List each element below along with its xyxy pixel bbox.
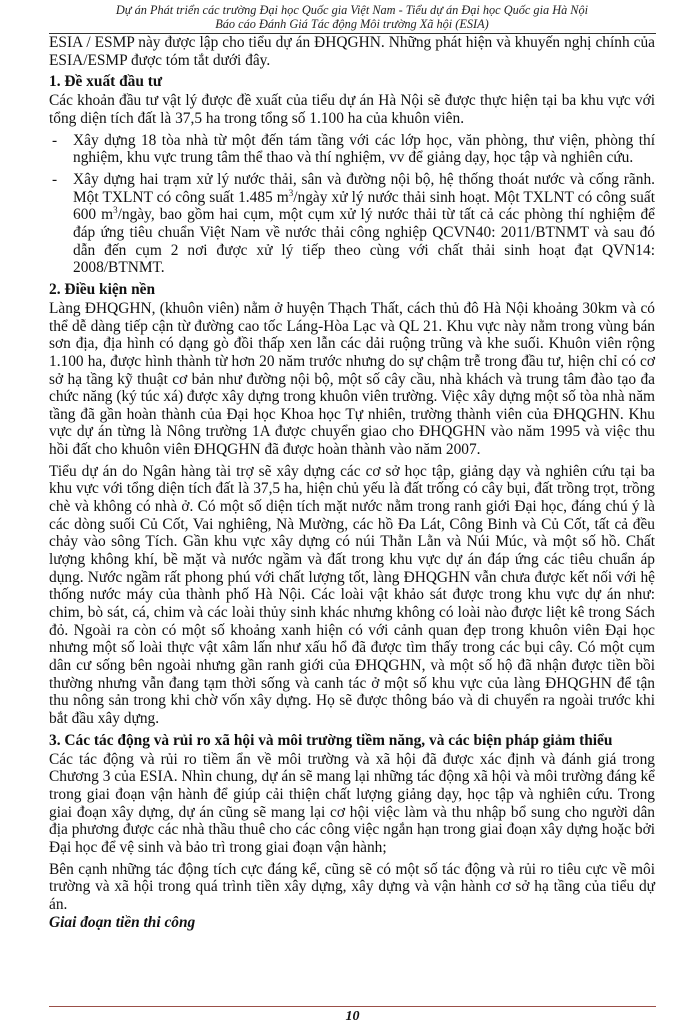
section-3-heading: 3. Các tác động và rủi ro xã hội và môi trường tiềm năng, và các biện pháp giảm thiểu xyxy=(49,731,613,749)
header-report-title: Báo cáo Đánh Giá Tác động Môi trường Xã hội (ESIA) xyxy=(215,16,489,31)
superscript: 3 xyxy=(113,205,118,216)
list-item xyxy=(49,171,655,277)
bullet-dash-icon: - xyxy=(52,131,58,149)
list-item-text-part1: Xây dựng hai trạm xử lý nước thải, sân và đường nội bộ, hệ thống thoát nước và cống rãnh. Một TXLNT có công suất 1.485 m xyxy=(73,170,655,206)
section-3-paragraph-2: Bên cạnh những tác động tích cực đáng kể, cũng sẽ có một số tác động và rủi ro tiêu cực về môi trường và xã hội trong quá trình tiền xây dựng, xây dựng và vận hành cơ sở hạ tầng của tiểu dự án. xyxy=(49,860,655,913)
section-2-paragraph-1: Làng ĐHQGHN, (khuôn viên) nằm ở huyện Thạch Thất, cách thủ đô Hà Nội khoảng 30km và có thể dễ dàng tiếp cận từ đường cao tốc Láng-Hòa Lạc và QL 21. Khu vực này nằm trong vùng bán sơn địa, địa hình có dạng gò đồi thấp xen lẫn các dải ruộng trũng và khe suối. Khuôn viên rộng 1.100 ha, được hình thành từ hơn 20 năm trước nhưng do sự chậm trễ trong đầu tư, hiện chỉ có cơ sở hạ tầng kỹ thuật cơ bản như đường nội bộ, một số cây cầu, nhà khách và trung tâm đào tạo đa chức năng (ký túc xá) được xây dựng trong khuôn viên trường. Việc xây dựng một số tòa nhà năm tầng đã gần hoàn thành của Đại học Khoa học Tự nhiên, trường thành viên của ĐHQGHN. Khu vực dự án từng là Nông trường 1A được chuyển giao cho ĐHQGHN vào năm 1995 và việc thu hồi đất cho khuôn viên ĐHQGHN đã được hoàn thành vào năm 2007. xyxy=(49,299,655,459)
page-number: 10 xyxy=(345,1009,360,1024)
list-item-text: Xây dựng 18 tòa nhà từ một đến tám tầng với các lớp học, văn phòng, thư viện, phòng thí nghiệm, khu vực trung tâm thể thao và thí nghiệm, vv để giảng dạy, học tập và nghiên cứu. xyxy=(73,131,655,167)
section-2-paragraph-2: Tiểu dự án do Ngân hàng tài trợ sẽ xây dựng các cơ sở học tập, giảng dạy và nghiên cứu tại ba khu vực với tổng diện tích đất là 37,5 ha, hiện chủ yếu là đất trống có cây bụi, đất trồng trọt, trồng chè và không có nhà ở. Có một số diện tích mặt nước nằm trong ranh giới Đại học, đáng chú ý là các dòng suối Củ Cốt, Vai nghiêng, Nà Mường, các hồ Đa Lát, Công Binh và Củ Cốt, tất cả đều chảy vào sông Tích. Gần khu vực xây dựng có núi Thằn Lằn và Núi Múc, và một số hồ. Chất lượng không khí, bề mặt và nước ngầm và đất trong khu vực dự án đáp ứng các tiêu chuẩn áp dụng. Nước ngầm rất phong phú với chất lượng tốt, làng ĐHQGHN vẫn chưa được kết nối với hệ thống nước máy của thành phố Hà Nội. Các loài vật khảo sát được trong khu vực dự án như: chim, bò sát, cá, chim và các loài thủy sinh khác nhưng không có loài nào được liệt kê trong Sách đỏ. Ngoài ra còn có một số khoảng xanh hiện có với cảnh quan đẹp trong khuôn viên Đại học nhưng một số loài thực vật xâm lấn như xấu hổ đã được tìm thấy trong các bụi cây. Có một cụm dân cư sống bên ngoài nhưng gần ranh giới của ĐHQGHN, và một số hộ đã nhận được tiền bồi thường nhưng vẫn đang tạm thời sống và canh tác ở một số khu vực của làng ĐHQGHN để tận thu nông sản trong khi chờ vốn xây dựng. Họ sẽ được thông báo và di chuyển ra ngoài trước khi bắt đầu xây dựng. xyxy=(49,462,655,727)
superscript: 3 xyxy=(288,187,294,198)
footer-divider xyxy=(49,1006,656,1007)
section-1-paragraph: Các khoản đầu tư vật lý được đề xuất của tiểu dự án Hà Nội sẽ được thực hiện tại ba khu vực với tổng diện tích đất là 37,5 ha trong tổng số 1.100 ha của khuôn viên. xyxy=(49,92,655,127)
list-item-text-part2: /ngày xử lý nước thải sinh hoạt. Một TXLNT có công suất 600 m xyxy=(73,188,655,224)
bullet-dash-icon: - xyxy=(52,170,58,188)
list-item-text-part3: /ngày, bao gồm hai cụm, một cụm xử lý nước thải từ tất cả các phòng thí nghiệm để đáp ứng tiêu chuẩn Việt Nam về nước thải công nghiệp QCVN40: 2011/BTNMT và sau đó dẫn đến cụm 2 nơi được xử lý tiếp theo cùng với chất thải sinh hoạt đạt QVN14: 2008/BTNMT. xyxy=(73,206,655,277)
investment-list xyxy=(49,132,655,277)
section-3-paragraph-1: Các tác động và rủi ro tiềm ẩn về môi trường và xã hội đã được xác định và đánh giá trong Chương 3 của ESIA. Nhìn chung, dự án sẽ mang lại những tác động xã hội và môi trường đáng kể trong giai đoạn vận hành để giúp cải thiện chất lượng giảng dạy, học tập và nghiên cứu. Trong giai đoạn xây dựng, dự án cũng sẽ mang lại cơ hội việc làm và thu nhập bổ sung cho người dân địa phương được các nhà thầu thuê cho các công việc ngắn hạn trong giai đoạn xây dựng hoặc bởi Đại học để vệ sinh và bảo trì trong giai đoạn vận hành; xyxy=(49,750,655,856)
page-header xyxy=(49,4,655,31)
subsection-heading: Giai đoạn tiền thi công xyxy=(49,913,196,931)
intro-paragraph: ESIA / ESMP này được lập cho tiểu dự án ĐHQGHN. Những phát hiện và khuyến nghị chính của ESIA/ESMP được tóm tắt dưới đây. xyxy=(49,34,655,69)
section-2-heading: 2. Điều kiện nền xyxy=(49,280,156,298)
section-1-heading: 1. Đề xuất đầu tư xyxy=(49,73,163,91)
header-project-title: Dự án Phát triển các trường Đại học Quốc gia Việt Nam - Tiểu dự án Đại học Quốc gia Hà Nội xyxy=(115,3,589,17)
list-item xyxy=(49,132,655,167)
document-body xyxy=(49,34,655,931)
